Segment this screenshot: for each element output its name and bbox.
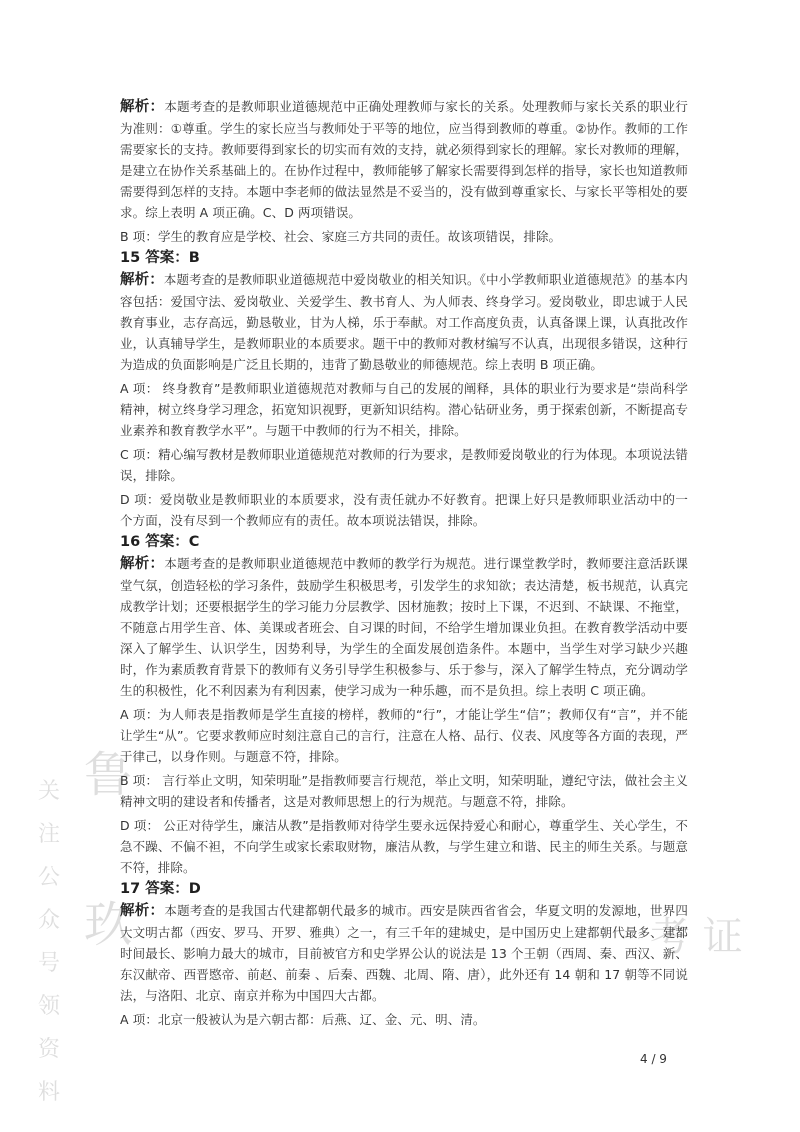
watermark-medium: 考 证 xyxy=(650,914,743,960)
watermark-column: 关 注 公 众 号 领 资 料 xyxy=(38,779,61,1105)
option-a-note: A 项：北京一般被认为是六朝古都：后燕、辽、金、元、明、清。 xyxy=(120,1012,486,1027)
question-16-section xyxy=(120,531,688,878)
question-15-section xyxy=(120,247,688,531)
analysis-label: 解析： xyxy=(120,99,165,115)
analysis-paragraph xyxy=(120,900,688,1006)
option-d-note: D 项： 公正对待学生，廉洁从教”是指教师对待学生要永远保持爱心和耐心，尊重学生、关心学生，不急不躁、不偏不袒，不向学生或家长索取财物，廉洁从教，与学生建立和谐、民主的师生关系。与题意不符，排除。 xyxy=(120,818,688,875)
analysis-paragraph xyxy=(120,96,688,223)
option-d-note: D 项：爱岗敬业是教师职业的本质要求，没有责任就办不好教育。把课上好只是教师职业活动中的一个方面，没有尽到一个教师应有的责任。故本项说法错误，排除。 xyxy=(120,492,688,528)
answer-heading: 16 答案：C xyxy=(120,534,200,550)
watermark-large: 鲁 玖 xyxy=(84,747,133,953)
analysis-label: 解析： xyxy=(120,272,164,288)
analysis-paragraph xyxy=(120,553,688,701)
analysis-text: 本题考查的是教师职业道德规范中教师的教学行为规范。进行课堂教学时，教师要注意活跃课堂气氛，创造轻松的学习条件，鼓励学生积极思考，引发学生的求知欲；表达清楚，板书规范，认真完成教学计划；还要根据学生的学习能力分层教学、因材施教；按时上下课，不迟到、不缺课、不拖堂，不随意占用学生音、体、美课或者班会、自习课的时间，不给学生增加课业负担。在教育教学活动中要深入了解学生、认识学生，因势利导，为学生的全面发展创造条件。本题中，当学生对学习缺少兴趣时，作为素质教育背景下的教师有义务引导学生积极参与、乐于参与，深入了解学生特点，充分调动学生的积极性，化不利因素为有利因素，使学习成为一种乐趣，而不是负担。综上表明 C 项正确。 xyxy=(120,556,688,698)
analysis-text: 本题考查的是教师职业道德规范中正确处理教师与家长的关系。处理教师与家长关系的职业行为准则：①尊重。学生的家长应当与教师处于平等的地位，应当得到教师的尊重。②协作。教师的工作需要家长的支持。教师要得到家长的切实而有效的支持，就必须得到家长的理解。家长对教师的理解，是建立在协作关系基础上的。在协作过程中，教师能够了解家长需要得到怎样的指导，家长也知道教师需要得到怎样的支持。本题中李老师的做法显然是不妥当的，没有做到尊重家长、与家长平等相处的要求。综上表明 A 项正确。C、D 两项错误。 xyxy=(120,99,688,220)
analysis-text: 本题考查的是我国古代建都朝代最多的城市。西安是陕西省省会，华夏文明的发源地，世界四大文明古都（西安、罗马、开罗、雅典）之一，有三千年的建城史，是中国历史上建都朝代最多、建都时间最长、影响力最大的城市，目前被官方和史学界公认的说法是 13 个王朝（西周、秦、西汉、新、东汉献帝、西晋愍帝、前赵、前秦 、后秦、西魏、北周、隋、唐），此外还有 14 朝和 17 朝等不同说法，与洛阳、北京、南京并称为中国四大古都。 xyxy=(120,903,688,1003)
analysis-text: 本题考查的是教师职业道德规范中爱岗敬业的相关知识。《中小学教师职业道德规范》的基本内容包括：爱国守法、爱岗敬业、关爱学生、教书育人、为人师表、终身学习。爱岗敬业，即忠诚于人民教育事业，志存高远，勤恳敬业，甘为人梯，乐于奉献。对工作高度负责，认真备课上课，认真批改作业，认真辅导学生，是教师职业的本质要求。题干中的教师对教材编写不认真，出现很多错误，这种行为造成的负面影响是广泛且长期的，违背了勤恳敬业的师德规范。综上表明 B 项正确。 xyxy=(120,272,688,372)
question-14-section xyxy=(120,96,688,247)
document-body xyxy=(120,96,688,1030)
answer-heading: 17 答案：D xyxy=(120,881,201,897)
option-b-note: B 项：学生的教育应是学校、社会、家庭三方共同的责任。故该项错误，排除。 xyxy=(120,229,562,244)
page-number: 4 / 9 xyxy=(640,1052,667,1066)
analysis-paragraph xyxy=(120,269,688,375)
option-a-note: A 项： 终身教育”是教师职业道德规范对教师与自己的发展的阐释，具体的职业行为要求是“崇尚科学精神，树立终身学习理念，拓宽知识视野，更新知识结构。潜心钻研业务，勇于探索创新，不断提高专业素养和教育教学水平”。与题干中教师的行为不相关，排除。 xyxy=(120,381,688,438)
analysis-label: 解析： xyxy=(120,903,165,919)
answer-heading: 15 答案：B xyxy=(120,250,200,266)
analysis-label: 解析： xyxy=(120,556,165,572)
question-17-section xyxy=(120,878,688,1030)
option-c-note: C 项：精心编写教材是教师职业道德规范对教师的行为要求，是教师爱岗敬业的行为体现。本项说法错误，排除。 xyxy=(120,447,688,483)
option-a-note: A 项：为人师表是指教师是学生直接的榜样，教师的“行”，才能让学生“信”；教师仅有“言”，并不能让学生“从”。它要求教师应时刻注意自己的言行，注意在人格、品行、仪表、风度等各方面的表现，严于律己，以身作则。与题意不符，排除。 xyxy=(120,707,688,764)
option-b-note: B 项： 言行举止文明，知荣明耻”是指教师要言行规范，举止文明，知荣明耻，遵纪守法，做社会主义精神文明的建设者和传播者，这是对教师思想上的行为规范。与题意不符，排除。 xyxy=(120,773,688,809)
